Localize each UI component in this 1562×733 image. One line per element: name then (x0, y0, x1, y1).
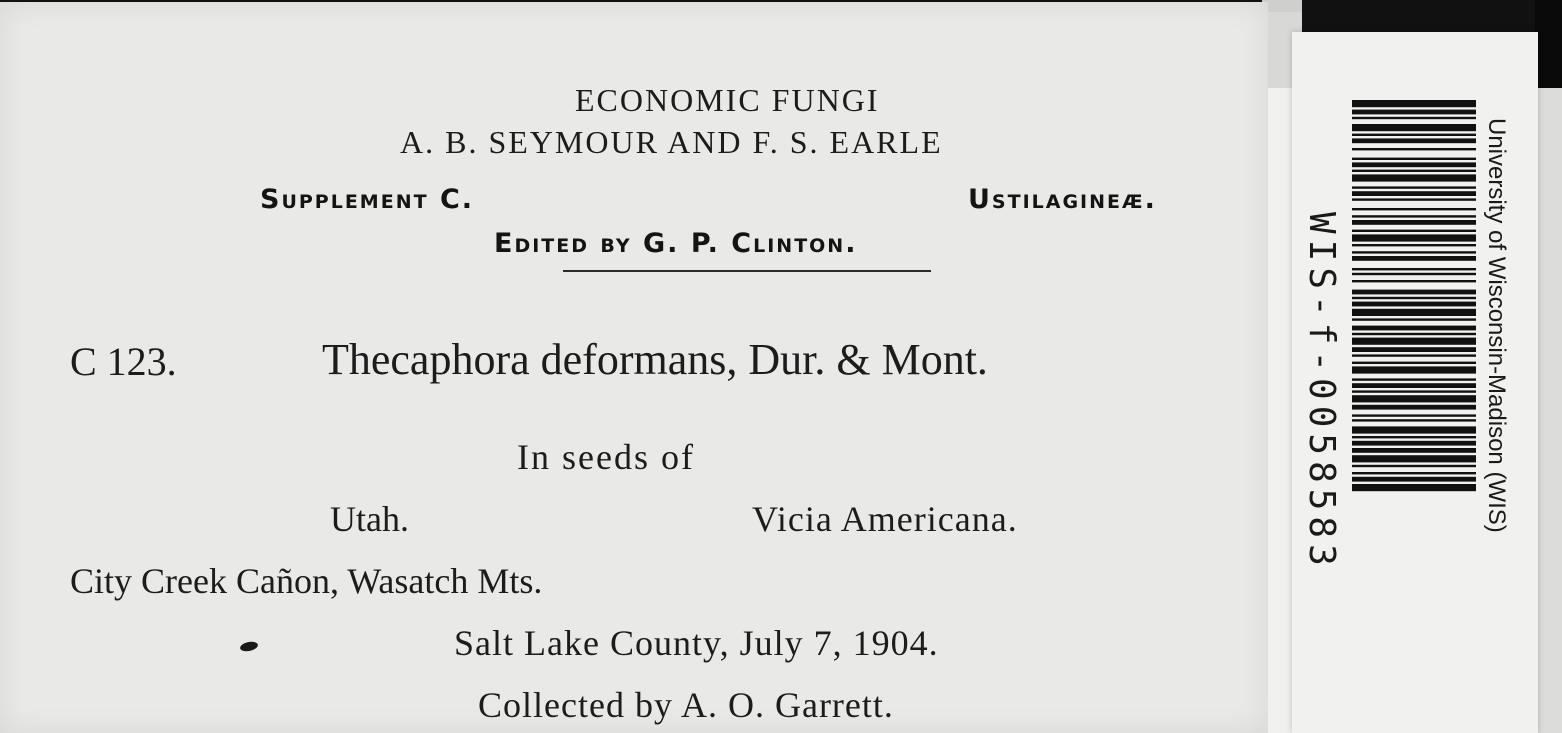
barcode-bar (1352, 426, 1476, 433)
fungal-group: Ustilagineæ. (968, 184, 1157, 215)
barcode-bar (1352, 174, 1476, 181)
barcode-bar (1352, 395, 1476, 402)
barcode-bar (1352, 117, 1476, 119)
barcode-bar (1352, 318, 1476, 320)
divider (563, 270, 931, 272)
barcode-bar (1352, 302, 1476, 307)
barcode-bar (1352, 448, 1476, 453)
barcode-bar (1352, 472, 1476, 474)
barcode-bar (1352, 124, 1476, 131)
host-plant: Vicia Americana. (752, 499, 1018, 539)
barcode-bar (1352, 366, 1476, 373)
barcode-bar (1352, 220, 1476, 225)
barcode-bar (1352, 383, 1476, 388)
barcode-bar (1352, 110, 1476, 115)
barcode-icon (1352, 100, 1476, 666)
barcode-bar (1352, 465, 1476, 467)
barcode-bar (1352, 390, 1476, 392)
sheet-edge (1262, 0, 1302, 12)
exsiccata-number: C 123. (70, 339, 177, 384)
barcode-bar (1352, 297, 1476, 299)
background-edge (1535, 0, 1562, 88)
barcode-bar (1352, 230, 1476, 232)
barcode-bar (1352, 333, 1476, 335)
barcode-bar (1352, 378, 1476, 380)
barcode-bar (1352, 138, 1476, 143)
series-title: ECONOMIC FUNGI (575, 82, 880, 118)
barcode-bar (1352, 244, 1476, 246)
barcode-bar (1352, 414, 1476, 416)
barcode-bar (1352, 338, 1476, 345)
barcode-bar (1352, 419, 1476, 421)
barcode-bar (1352, 441, 1476, 446)
species-name: Thecaphora deformans, Dur. & Mont. (322, 335, 988, 384)
barcode-bar (1352, 256, 1476, 261)
barcode-bar (1352, 273, 1476, 275)
barcode-bar (1352, 251, 1476, 253)
institution-name: University of Wisconsin-Madison (WIS) (1483, 118, 1510, 533)
barcode-bar (1352, 484, 1476, 491)
barcode-bar (1352, 198, 1476, 200)
barcode-bar (1352, 362, 1476, 364)
barcode-bar (1352, 309, 1476, 316)
county-date: Salt Lake County, July 7, 1904. (454, 623, 939, 663)
barcode-bar (1352, 268, 1476, 270)
barcode-bar (1352, 234, 1476, 241)
substrate: In seeds of (517, 437, 695, 477)
barcode-bar (1352, 148, 1476, 150)
barcode-bar (1352, 215, 1476, 217)
locality: City Creek Cañon, Wasatch Mts. (70, 561, 543, 601)
state: Utah. (330, 499, 409, 539)
barcode-bar (1352, 208, 1476, 210)
barcode-bar (1352, 436, 1476, 438)
barcode-bar (1352, 134, 1476, 136)
supplement: Supplement C. (260, 184, 475, 215)
barcode-bar (1352, 186, 1476, 188)
authors: A. B. SEYMOUR AND F. S. EARLE (400, 124, 943, 160)
barcode-bar (1352, 347, 1476, 352)
barcode-bar (1352, 455, 1476, 462)
editor: Edited by G. P. Clinton. (494, 228, 858, 259)
barcode-bar (1352, 280, 1476, 282)
catalog-number: WIS-f-0058583 (1301, 212, 1342, 572)
barcode-bar (1352, 158, 1476, 160)
barcode-bar (1352, 191, 1476, 196)
barcode-bar (1352, 162, 1476, 167)
barcode-bar (1352, 477, 1476, 482)
barcode-bar (1352, 326, 1476, 331)
barcode-bar (1352, 405, 1476, 410)
collector: Collected by A. O. Garrett. (478, 685, 894, 725)
barcode-bar (1352, 170, 1476, 172)
barcode-bar (1352, 354, 1476, 356)
barcode-bar (1352, 100, 1476, 107)
barcode-bar (1352, 290, 1476, 295)
